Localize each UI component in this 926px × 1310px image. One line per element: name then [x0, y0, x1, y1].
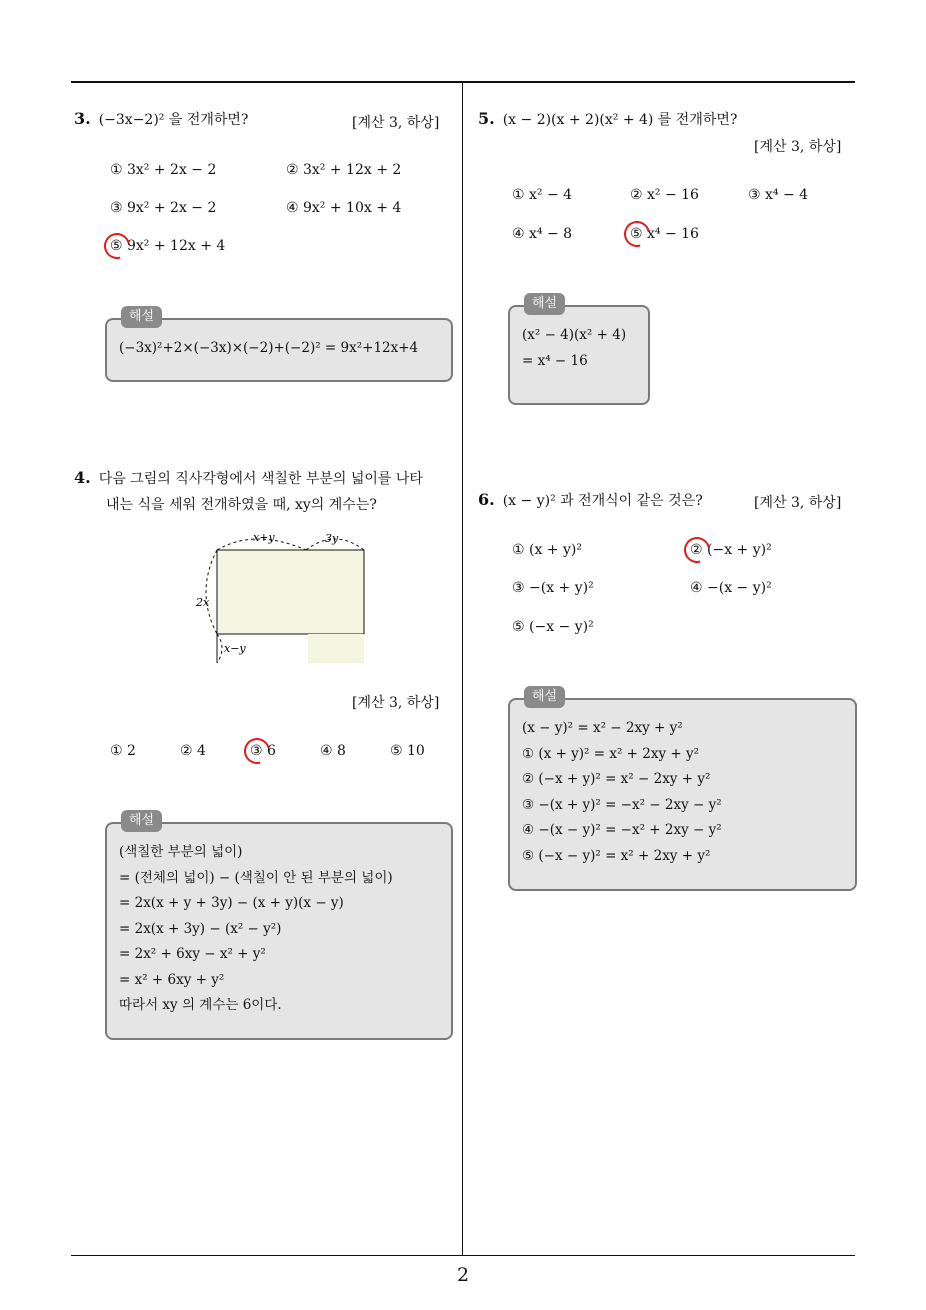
choice-2[interactable]: ② 4 [180, 743, 206, 759]
question-number: 3. [74, 109, 91, 128]
solution-line: = x⁴ − 16 [522, 352, 588, 369]
solution-line: 따라서 xy 의 계수는 6이다. [119, 997, 282, 1013]
solution-tag: 해설 [121, 306, 162, 328]
question-6 [478, 487, 703, 514]
choice-1[interactable]: ① (x + y)² [512, 542, 582, 558]
solution-box-3 [105, 309, 453, 382]
choice-1[interactable]: ① 2 [110, 743, 136, 759]
solution-line: ③ −(x + y)² = −x² − 2xy − y² [522, 796, 722, 813]
solution-tag: 해설 [524, 293, 565, 315]
question-text-line-1: 다음 그림의 직사각형에서 색칠한 부분의 넓이를 나타 [98, 471, 423, 487]
solution-box-5 [508, 296, 650, 405]
solution-line: = (전체의 넓이) − (색칠이 안 된 부분의 넓이) [119, 869, 393, 886]
solution-tag: 해설 [121, 810, 162, 832]
brace-left [206, 550, 217, 634]
choice-3[interactable]: ③ 6 [250, 743, 276, 759]
choice-2[interactable]: ② 3x² + 12x + 2 [286, 162, 402, 178]
solution-line: = 2x(x + 3y) − (x² − y²) [119, 920, 282, 937]
question-number: 5. [478, 109, 495, 128]
solution-line: = 2x(x + y + 3y) − (x + y)(x − y) [119, 895, 344, 911]
question-text: (x − 2)(x + 2)(x² + 4) 를 전개하면? [502, 112, 738, 128]
choice-5[interactable]: ⑤ (−x − y)² [512, 619, 594, 635]
answer-mark-icon [679, 532, 715, 568]
choice-5[interactable]: ⑤ x⁴ − 16 [630, 226, 699, 242]
page-number: 2 [456, 1264, 470, 1286]
label-top-1: x+y [253, 531, 275, 544]
solution-line: ④ −(x − y)² = −x² + 2xy − y² [522, 822, 722, 838]
choice-5[interactable]: ⑤ 10 [390, 743, 425, 759]
solution-line: (x² − 4)(x² + 4) [522, 327, 627, 343]
label-left: 2x [196, 596, 210, 609]
column-divider [462, 83, 463, 1255]
top-rule [71, 81, 855, 83]
bottom-rule [71, 1255, 855, 1256]
answer-mark-icon [239, 733, 275, 769]
solution-line: (색칠한 부분의 넓이) [119, 844, 243, 860]
choice-2[interactable]: ② x² − 16 [630, 187, 699, 203]
choice-3[interactable]: ③ x⁴ − 4 [748, 187, 809, 203]
label-top-2: 3y [325, 532, 339, 545]
answer-mark-icon [619, 216, 655, 252]
choice-4[interactable]: ④ −(x − y)² [690, 580, 772, 596]
question-number: 4. [74, 468, 91, 487]
solution-line: = x² + 6xy + y² [119, 971, 225, 988]
question-source: [계산 3, 하상] [352, 115, 440, 131]
choice-1[interactable]: ① 3x² + 2x − 2 [110, 162, 217, 178]
rectangle-figure [195, 528, 375, 668]
choice-4[interactable]: ④ 8 [320, 743, 346, 759]
question-3 [74, 106, 248, 133]
question-5 [478, 106, 737, 133]
solution-box-4 [105, 813, 453, 1040]
choice-2[interactable]: ② (−x + y)² [690, 542, 772, 558]
choice-4[interactable]: ④ x⁴ − 8 [512, 226, 573, 242]
answer-mark-icon [99, 228, 135, 264]
solution-tag: 해설 [524, 686, 565, 708]
lower-shaded-region [308, 634, 364, 663]
question-text-line-2: 내는 식을 세워 전개하였을 때, xy의 계수는? [106, 497, 377, 513]
question-source: [계산 3, 하상] [754, 495, 842, 511]
question-source: [계산 3, 하상] [352, 695, 440, 711]
brace-bottom [217, 634, 222, 663]
solution-line: (x − y)² = x² − 2xy + y² [522, 720, 683, 736]
question-4 [74, 465, 423, 518]
solution-line: ⑤ (−x − y)² = x² + 2xy + y² [522, 847, 711, 864]
question-number: 6. [478, 490, 495, 509]
solution-line: ① (x + y)² = x² + 2xy + y² [522, 745, 700, 762]
solution-box-6 [508, 689, 857, 891]
solution-line: = 2x² + 6xy − x² + y² [119, 946, 266, 962]
solution-line: (−3x)²+2×(−3x)×(−2)+(−2)² = 9x²+12x+4 [119, 340, 419, 356]
choice-5[interactable]: ⑤ 9x² + 12x + 4 [110, 238, 226, 254]
question-text: (x − y)² 과 전개식이 같은 것은? [502, 493, 703, 509]
question-text: (−3x−2)² 을 전개하면? [98, 112, 249, 128]
upper-region [217, 550, 364, 634]
choice-3[interactable]: ③ 9x² + 2x − 2 [110, 200, 217, 216]
label-bottom: x−y [224, 642, 246, 655]
choice-1[interactable]: ① x² − 4 [512, 187, 573, 203]
solution-line: ② (−x + y)² = x² − 2xy + y² [522, 771, 711, 787]
choice-4[interactable]: ④ 9x² + 10x + 4 [286, 200, 402, 216]
choice-3[interactable]: ③ −(x + y)² [512, 580, 594, 596]
question-source: [계산 3, 하상] [754, 139, 842, 155]
